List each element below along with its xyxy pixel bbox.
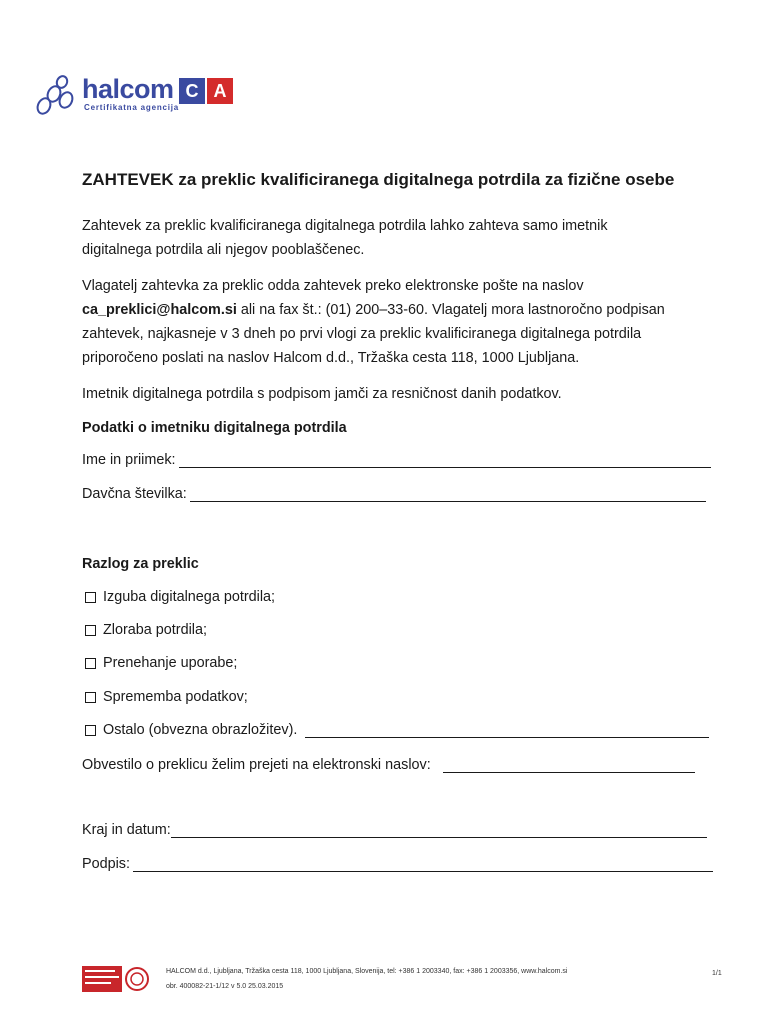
checkbox-icon[interactable] (85, 725, 96, 736)
intro-paragraph-3: Imetnik digitalnega potrdila s podpisom jamči za resničnost danih podatkov. (82, 386, 562, 402)
footer-address: HALCOM d.d., Ljubljana, Tržaška cesta 118, 1000 Ljubljana, Slovenija, tel: +386 1 2003340, fax: +386 1 2003356, www.halcom.si (166, 968, 568, 975)
notify-email-field (82, 757, 695, 773)
reason-heading: Razlog za preklic (82, 556, 199, 572)
reason-option-lost[interactable] (82, 589, 275, 605)
logo-rings-icon (34, 74, 80, 118)
intro-p1-line2: digitalnega potrdila ali njegov pooblaščenec. (82, 242, 365, 258)
email-address: ca_preklici@halcom.si (82, 302, 237, 318)
name-input-line[interactable] (179, 453, 711, 468)
checkbox-icon[interactable] (85, 625, 96, 636)
place-date-label: Kraj in datum: (82, 822, 171, 838)
intro-p2-line2 (82, 298, 732, 322)
name-label: Ime in priimek: (82, 452, 176, 468)
checkbox-icon[interactable] (85, 658, 96, 669)
checkbox-icon[interactable] (85, 692, 96, 703)
intro-paragraph-2 (82, 274, 732, 370)
reason-option-label: Izguba digitalnega potrdila; (103, 589, 276, 605)
document-title: ZAHTEVEK za preklic kvalificiranega digitalnega potrdila za fizične osebe (82, 170, 675, 189)
halcom-logo (34, 74, 244, 118)
checkbox-icon[interactable] (85, 592, 96, 603)
reason-option-label: Prenehanje uporabe; (103, 655, 238, 671)
footer-form-id: obr. 400082-21-1/12 v 5.0 25.03.2015 (166, 983, 284, 990)
signature-field (82, 856, 713, 872)
reason-option-data-change[interactable] (82, 689, 248, 705)
tax-number-label: Davčna številka: (82, 486, 187, 502)
tax-number-input-line[interactable] (190, 487, 706, 502)
intro-p2-line4: priporočeno poslati na naslov Halcom d.d., Tržaška cesta 118, 1000 Ljubljana. (82, 350, 580, 366)
reason-option-misuse[interactable] (82, 622, 207, 638)
intro-p1-line1: Zahtevek za preklic kvalificiranega digitalnega potrdila lahko zahteva samo imetnik (82, 218, 608, 234)
signature-input-line[interactable] (133, 857, 713, 872)
intro-p2-line2-rest: ali na fax št.: (01) 200–33-60. Vlagatelj mora lastnoročno podpisan (236, 302, 665, 318)
page-number: 1/1 (712, 970, 722, 977)
logo-subtitle: Certifikatna agencija (84, 103, 180, 112)
logo-wordmark: halcom (82, 74, 174, 104)
signature-label: Podpis: (82, 856, 130, 872)
reason-option-other[interactable] (82, 722, 709, 738)
place-date-input-line[interactable] (171, 823, 707, 838)
intro-p2-line3: zahtevek, najkasneje v 3 dneh po prvi vlogi za preklic kvalificiranega digitalnega potrdila (82, 326, 642, 342)
certification-badge-icon (82, 966, 156, 992)
place-date-field (82, 822, 707, 838)
tax-number-field (82, 486, 706, 502)
reason-option-label: Sprememba podatkov; (103, 689, 248, 705)
logo-box-c: C (179, 78, 205, 104)
other-reason-input-line[interactable] (305, 723, 709, 738)
intro-p2-line1: Vlagatelj zahtevka za preklic odda zahtevek preko elektronske pošte na naslov (82, 278, 584, 294)
logo-box-a: A (207, 78, 233, 104)
intro-paragraph-1 (82, 214, 732, 262)
holder-heading: Podatki o imetniku digitalnega potrdila (82, 420, 347, 436)
notify-email-input-line[interactable] (443, 758, 695, 773)
name-field (82, 452, 711, 468)
reason-option-label: Ostalo (obvezna obrazložitev). (103, 722, 298, 738)
reason-option-stop-use[interactable] (82, 655, 237, 671)
reason-option-label: Zloraba potrdila; (103, 622, 207, 638)
notify-email-label: Obvestilo o preklicu želim prejeti na elektronski naslov: (82, 757, 431, 773)
